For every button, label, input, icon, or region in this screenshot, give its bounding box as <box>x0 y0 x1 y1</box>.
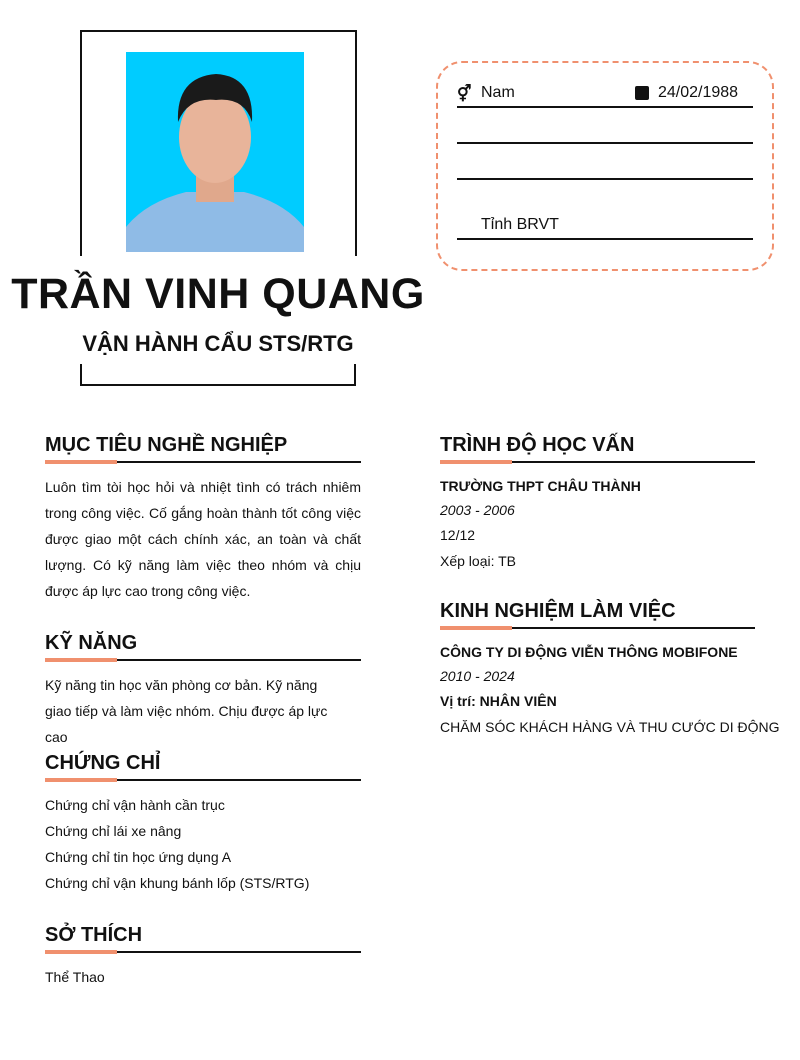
frame-top <box>80 30 357 32</box>
certificates-title: CHỨNG CHỈ <box>45 752 161 774</box>
experience-description: CHĂM SÓC KHÁCH HÀNG VÀ THU CƯỚC DI ĐỘNG <box>440 719 780 735</box>
experience-company: CÔNG TY DI ĐỘNG VIỄN THÔNG MOBIFONE <box>440 644 738 660</box>
certificate-item: Chứng chỉ tin học ứng dụng A <box>45 849 232 865</box>
skills-title: KỸ NĂNG <box>45 632 138 654</box>
education-title: TRÌNH ĐỘ HỌC VẤN <box>440 434 635 456</box>
frame-left-bottom <box>80 364 82 386</box>
certificates-section <box>45 748 361 896</box>
section-underline <box>45 460 361 464</box>
profile-role: VẬN HÀNH CẨU STS/RTG <box>82 331 354 356</box>
experience-section <box>440 596 780 740</box>
education-period: 2003 - 2006 <box>440 502 515 518</box>
hobbies-text: Thể Thao <box>45 969 105 985</box>
education-rank: Xếp loại: TB <box>440 553 517 569</box>
experience-position: Vị trí: NHÂN VIÊN <box>440 693 557 709</box>
certificate-item: Chứng chỉ lái xe nâng <box>45 823 182 839</box>
info-line <box>457 106 753 108</box>
address-value: Tỉnh BRVT <box>481 216 559 233</box>
info-line <box>457 142 753 144</box>
education-section <box>440 430 755 574</box>
info-line <box>457 178 753 180</box>
objective-text: Luôn tìm tòi học hỏi và nhiệt tình có trách nhiêm trong công việc. Cố gắng hoàn thành tốt công việc được giao một cách chính xác, an toàn và chất lượng. Có kỹ năng làm việc theo nhóm và chịu được áp lực cao trong công việc. <box>45 479 361 599</box>
skills-section <box>45 628 361 750</box>
certificate-item: Chứng chỉ vận khung bánh lốp (STS/RTG) <box>45 875 310 891</box>
hobbies-section <box>45 920 361 990</box>
frame-right-bottom <box>354 364 356 386</box>
calendar-icon <box>635 86 649 100</box>
certificate-item: Chứng chỉ vận hành cần trục <box>45 797 225 813</box>
gender-value: Nam <box>481 84 515 101</box>
experience-title: KINH NGHIỆM LÀM VIỆC <box>440 600 676 622</box>
frame-right <box>355 30 357 256</box>
section-underline <box>440 460 755 464</box>
section-underline <box>45 950 361 954</box>
education-school: TRƯỜNG THPT CHÂU THÀNH <box>440 478 641 494</box>
objective-title: MỤC TIÊU NGHỀ NGHIỆP <box>45 434 288 456</box>
section-underline <box>45 658 361 662</box>
objective-section <box>45 430 361 604</box>
gender-icon: ⚥ <box>457 86 472 103</box>
birthdate-value: 24/02/1988 <box>658 84 739 101</box>
frame-left <box>80 30 82 256</box>
profile-photo <box>126 52 304 252</box>
section-underline <box>45 778 361 782</box>
skills-text: Kỹ năng tin học văn phòng cơ bản. Kỹ năng giao tiếp và làm việc nhóm. Chịu được áp lực cao <box>45 677 328 745</box>
section-underline <box>440 626 755 630</box>
education-grade: 12/12 <box>440 527 476 543</box>
profile-name: TRẦN VINH QUANG <box>11 270 425 318</box>
hobbies-title: SỞ THÍCH <box>45 924 143 946</box>
experience-period: 2010 - 2024 <box>440 668 515 684</box>
info-line <box>457 238 753 240</box>
frame-bottom <box>80 384 356 386</box>
